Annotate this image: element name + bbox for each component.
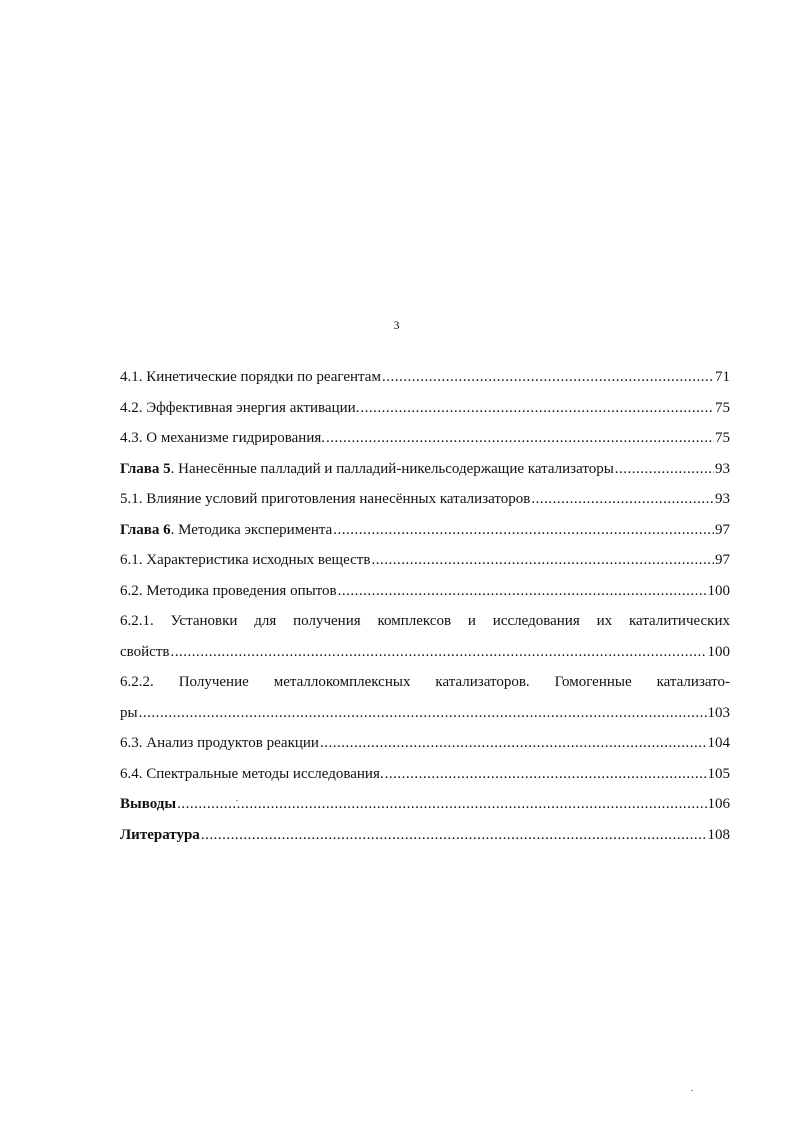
table-of-contents [120, 362, 730, 850]
toc-entry-chapter-5[interactable] [120, 454, 730, 485]
dot-leader [338, 576, 707, 607]
dot-leader [382, 362, 714, 393]
toc-entry-6-1[interactable] [120, 545, 730, 576]
dot-leader [615, 454, 714, 485]
toc-entry-page: 104 [707, 735, 730, 751]
dot-leader [170, 637, 706, 668]
toc-entry-label [120, 454, 614, 485]
toc-entry-label-line2: ры [120, 704, 138, 721]
scan-speck [691, 1090, 693, 1091]
toc-entry-page: 103 [707, 704, 730, 721]
toc-entry-page: 100 [707, 643, 730, 660]
toc-entry-label: 6.4. Спектральные методы исследования. [120, 765, 384, 782]
toc-entry-6-2-1[interactable] [120, 606, 730, 667]
toc-entry-label: 6.2. Методика проведения опытов [120, 582, 337, 599]
toc-entry-page: 97 [715, 521, 730, 538]
scan-speck [236, 800, 238, 801]
toc-entry-page: 108 [707, 826, 730, 843]
dot-leader [360, 393, 714, 424]
toc-entry-label: Выводы [120, 796, 177, 812]
toc-entry-6-2-2[interactable] [120, 667, 730, 728]
toc-entry-label: 6.3. Анализ продуктов реакции [120, 735, 319, 751]
toc-entry-4-1[interactable] [120, 362, 730, 393]
dot-leader [320, 728, 707, 759]
toc-entry-4-2[interactable] [120, 393, 730, 424]
dot-leader [531, 484, 714, 515]
toc-entry-page: 71 [715, 369, 730, 385]
toc-entry-references[interactable] [120, 820, 730, 851]
chapter-title: . Нанесённые палладий и палладий-никельсодержащие катализаторы [170, 460, 614, 477]
chapter-prefix: Глава 6 [120, 521, 171, 538]
toc-entry-6-4[interactable] [120, 759, 730, 790]
page-number: 3 [393, 318, 400, 332]
toc-entry-4-3[interactable] [120, 423, 730, 454]
chapter-prefix: Глава 5 [120, 460, 171, 477]
toc-entry-page: 75 [715, 430, 730, 446]
toc-entry-page: 93 [715, 491, 730, 507]
toc-entry-label [120, 515, 332, 546]
toc-entry-5-1[interactable] [120, 484, 730, 515]
toc-entry-label: 6.1. Характеристика исходных веществ [120, 552, 371, 568]
dot-leader [333, 515, 714, 546]
toc-entry-label: 4.1. Кинетические порядки по реагентам [120, 369, 381, 385]
toc-entry-label: 5.1. Влияние условий приготовления нанесённых катализаторов [120, 491, 531, 507]
toc-entry-conclusions[interactable] [120, 789, 730, 820]
toc-entry-page: 100 [707, 582, 730, 599]
toc-entry-page: 97 [715, 552, 730, 568]
dot-leader [201, 820, 707, 851]
toc-entry-label: Литература [120, 826, 200, 843]
dot-leader [177, 789, 706, 820]
toc-entry-page: 105 [707, 765, 730, 782]
toc-entry-label-line1: 6.2.1. Установки для получения комплексов и исследования их каталитических [120, 613, 730, 629]
toc-entry-label: 4.3. О механизме гидрирования. [120, 430, 325, 446]
toc-entry-page: 106 [707, 796, 730, 812]
toc-entry-page: 75 [715, 399, 730, 416]
toc-entry-chapter-6[interactable] [120, 515, 730, 546]
dot-leader [385, 759, 707, 790]
toc-entry-label: 4.2. Эффективная энергия активации. [120, 399, 360, 416]
dot-leader [326, 423, 714, 454]
dot-leader [371, 545, 714, 576]
toc-entry-label-line1: 6.2.2. Получение металлокомплексных катализаторов. Гомогенные катализато- [120, 674, 730, 690]
toc-entry-6-3[interactable] [120, 728, 730, 759]
toc-entry-6-2[interactable] [120, 576, 730, 607]
toc-entry-page: 93 [715, 460, 730, 477]
dot-leader [139, 698, 707, 729]
toc-entry-label-line2: свойств [120, 643, 170, 660]
chapter-title: . Методика эксперимента [170, 521, 333, 538]
